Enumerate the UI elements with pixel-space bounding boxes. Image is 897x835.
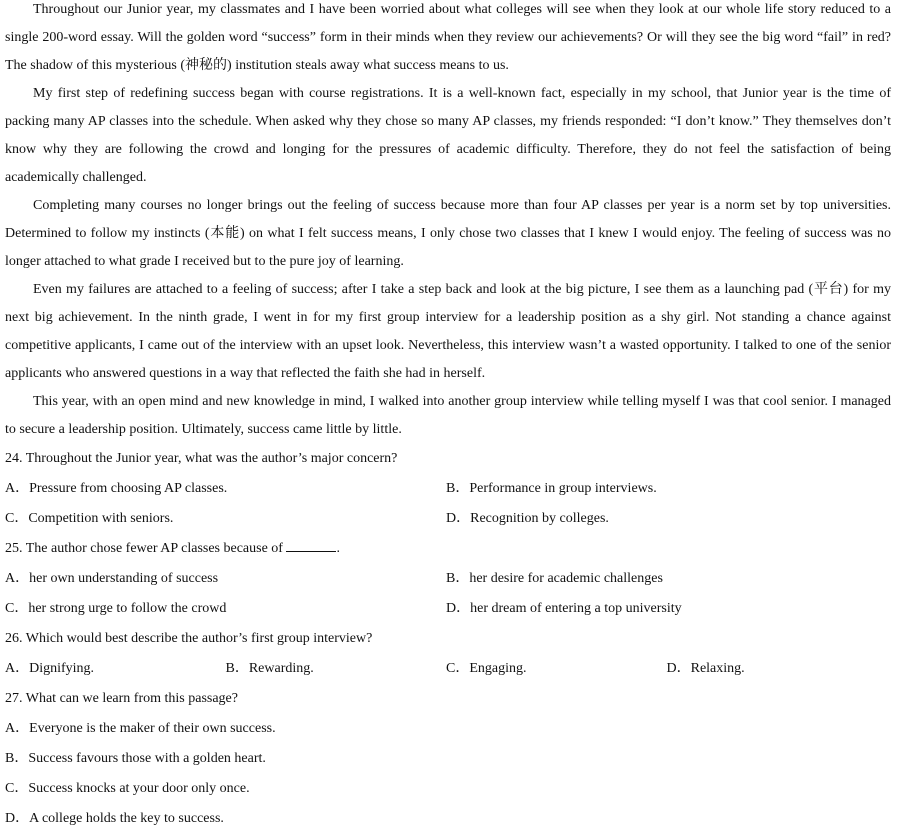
question-27 [5, 684, 891, 834]
option-a: A．Pressure from choosing AP classes. [5, 481, 228, 496]
passage-paragraph: This year, with an open mind and new knowledge in mind, I walked into another group interview while telling myself I was that cool senior. I managed to secure a leadership position. Ultimately, success came little by little. [5, 394, 891, 437]
question-stem-text: 25. The author chose fewer AP classes because of [5, 541, 283, 556]
question-stem: 27. What can we learn from this passage? [5, 691, 238, 706]
option-b: B．her desire for academic challenges [446, 571, 663, 586]
options-row [5, 744, 891, 774]
options-row [5, 654, 891, 684]
question-stem: 24. Throughout the Junior year, what was the author’s major concern? [5, 451, 398, 466]
options-row [5, 804, 891, 834]
option-d: D．Relaxing. [666, 661, 745, 676]
options-row [5, 774, 891, 804]
options-row [5, 714, 891, 744]
option-a: A．Everyone is the maker of their own success. [5, 721, 276, 736]
question-stem [5, 534, 891, 564]
option-c: C．Engaging. [446, 661, 527, 676]
options-row [5, 504, 891, 534]
options-row [5, 564, 891, 594]
option-c: C．Success knocks at your door only once. [5, 781, 250, 796]
passage-paragraph: Even my failures are attached to a feeling of success; after I take a step back and look at the big picture, I see them as a launching pad (平台) for my next big achievement. In the ninth grade, I went in for my first group interview for a leadership position as a shy girl. Not standing a chance against competitive applicants, I came out of the interview with an upset look. Nevertheless, this interview wasn’t a wasted opportunity. I talked to one of the senior applicants who answered questions in a way that reflected the faith she had in herself. [5, 282, 891, 381]
question-26 [5, 624, 891, 684]
question-stem: 26. Which would best describe the author’s first group interview? [5, 631, 373, 646]
option-d: D．her dream of entering a top university [446, 601, 682, 616]
passage-paragraph: Throughout our Junior year, my classmates and I have been worried about what colleges will see when they look at our whole life story reduced to a single 200-word essay. Will the golden word “success” form in their minds when they review our achievements? Or will they see the big word “fail” in red? The shadow of this mysterious (神秘的) institution steals away what success means to us. [5, 2, 891, 73]
option-b: B．Rewarding. [225, 661, 314, 676]
option-a: A．her own understanding of success [5, 571, 219, 586]
option-b: B．Performance in group interviews. [446, 481, 657, 496]
options-row [5, 474, 891, 504]
option-c: C．her strong urge to follow the crowd [5, 601, 227, 616]
option-c: C．Competition with seniors. [5, 511, 174, 526]
question-stem-end: . [336, 541, 340, 556]
question-24 [5, 444, 891, 534]
answer-blank [286, 537, 336, 552]
option-d: D．A college holds the key to success. [5, 811, 224, 826]
passage-paragraph: Completing many courses no longer brings out the feeling of success because more than four AP classes per year is a norm set by top universities. Determined to follow my instincts (本能) on what I felt success means, I only chose two classes that I knew I would enjoy. The feeling of success was no longer attached to what grade I received but to the pure joy of learning. [5, 198, 891, 269]
question-25 [5, 534, 891, 624]
reading-passage [5, 0, 891, 444]
passage-paragraph: My first step of redefining success began with course registrations. It is a well-known fact, especially in my school, that Junior year is the time of packing many AP classes into the schedule. When asked why they chose so many AP classes, my friends responded: “I don’t know.” They themselves don’t know why they are following the crowd and longing for the pressures of academic difficulty. Therefore, they do not feel the satisfaction of being academically challenged. [5, 86, 891, 185]
option-b: B．Success favours those with a golden heart. [5, 751, 266, 766]
option-d: D．Recognition by colleges. [446, 511, 609, 526]
options-row [5, 594, 891, 624]
option-a: A．Dignifying. [5, 661, 95, 676]
